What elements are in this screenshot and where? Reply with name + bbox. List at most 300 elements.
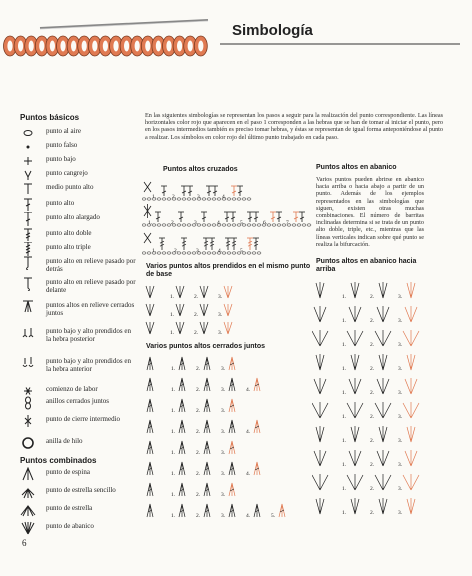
fan-stitch-group <box>316 282 324 298</box>
fan-stitch-group <box>405 306 417 322</box>
chain-base <box>162 224 166 226</box>
page-number: 6 <box>22 538 27 548</box>
star-stitch-icon <box>20 503 36 517</box>
closed-stitch-group <box>204 420 210 433</box>
crochet-hook-icon <box>40 20 208 28</box>
chain-base <box>222 224 226 226</box>
crossed-symbol <box>144 204 151 218</box>
basic-legend-row <box>20 277 136 294</box>
chain-link-hole <box>145 41 150 52</box>
step-number: 2. <box>196 366 201 372</box>
step-number: 2. <box>370 318 375 324</box>
chain-base <box>232 198 236 200</box>
fan-stitch-group <box>316 498 324 514</box>
closed-stitch-group <box>179 483 185 496</box>
chain-base <box>207 252 211 254</box>
basic-legend-row <box>20 256 136 273</box>
step-number: 1. <box>171 492 176 498</box>
base-stitch-group <box>146 322 154 334</box>
step-number: 1. <box>342 342 347 348</box>
chain-base <box>272 224 276 226</box>
combined-legend-row-label: punto de estrella sencillo <box>46 486 116 494</box>
combined-legend-row-1 <box>20 485 135 499</box>
fan-stitch-group <box>347 402 363 418</box>
chain-base <box>217 198 221 200</box>
basic-legend-label: puntos altos en relieve cerrados juntos <box>46 301 135 317</box>
fan-stitch-group <box>377 450 389 466</box>
fan-stitch-group <box>349 378 361 394</box>
chain-base <box>257 252 261 254</box>
step-number: 5. <box>240 248 245 254</box>
basic-legend-row <box>20 414 135 428</box>
relief-back-icon <box>20 256 36 270</box>
basic-legend-row <box>20 396 135 410</box>
combined-legend-row-3 <box>20 521 135 535</box>
fan-stitch-group <box>379 354 387 370</box>
chain-base <box>277 224 281 226</box>
step-number: 4. <box>246 513 251 519</box>
chain-base <box>232 252 236 254</box>
combined-legend-row-label: punto de estrella <box>46 504 93 512</box>
step-number: 3. <box>221 492 226 498</box>
fan-up-section-title: Puntos altos en abanico hacia arriba <box>316 258 417 273</box>
crossed-section-title: Puntos altos cruzados <box>163 166 238 173</box>
chain-link-hole <box>18 41 23 52</box>
step-number: 1. <box>148 220 153 226</box>
fan-stitch-group <box>312 402 328 418</box>
step-number: 3. <box>218 312 223 318</box>
dot-icon <box>20 140 36 154</box>
step-number: 1. <box>342 438 347 444</box>
intro-paragraph: En las siguientes simbologías se representan los pasos a seguir para la realización del punto correspondiente. Las líneas horizontales color rojo que aparecen en el paso 1 corresponden a las hebras que se han de tomar al iniciar el punto, pero en los pasos intermedios también es preciso tomar hebras, y éstas se representan de igual forma anteponiéndose al punto a realizar. Los símbolos en color rojo del último punto trabajado en cada paso. <box>145 112 443 141</box>
chain-base <box>267 224 271 226</box>
chain-base <box>242 198 246 200</box>
fan-stitch-group <box>351 426 359 442</box>
closed-stitch-group <box>204 504 210 517</box>
chain-base <box>202 198 206 200</box>
relief-cluster-icon <box>20 300 36 314</box>
closed-stitch-group <box>254 504 260 517</box>
chain-base <box>247 252 251 254</box>
chain-link-hole <box>82 41 87 52</box>
crossed-symbol <box>144 182 151 192</box>
spike-icon <box>20 467 36 481</box>
basic-legend-row <box>20 182 135 196</box>
closed-stitch-group <box>204 483 210 496</box>
combined-legend-row-2 <box>20 503 135 517</box>
closed-stitch-group <box>229 399 235 412</box>
step-number: 3. <box>398 438 403 444</box>
basic-legend-row <box>20 198 135 212</box>
step-number: 5. <box>271 513 276 519</box>
step-number: 3. <box>398 486 403 492</box>
chain-base <box>227 252 231 254</box>
basic-legend-label: anilla de hilo <box>46 437 83 445</box>
step-number: 3. <box>398 510 403 516</box>
step-number: 2. <box>370 294 375 300</box>
fan-stitch-group <box>379 282 387 298</box>
chain-base <box>162 198 166 200</box>
fan-icon <box>20 521 36 535</box>
step-number: 3. <box>194 220 199 226</box>
fan-stitch-group <box>312 330 328 346</box>
chain-base <box>182 252 186 254</box>
crossed-stitch-diagram <box>142 176 314 258</box>
basic-legend-row <box>20 242 135 256</box>
step-number: 1. <box>170 330 175 336</box>
chain-base <box>252 224 256 226</box>
combined-legend-row-label: punto de abanico <box>46 522 94 530</box>
chain-link-hole <box>188 41 193 52</box>
chain-base <box>227 224 231 226</box>
chain-base <box>162 252 166 254</box>
basic-legend-label: punto bajo <box>46 155 76 163</box>
chain-base <box>207 198 211 200</box>
step-number: 3. <box>221 387 226 393</box>
chain-base <box>247 224 251 226</box>
fan-stitch-group <box>405 378 417 394</box>
step-number: 4. <box>217 220 222 226</box>
closed-stitch-group <box>147 441 153 454</box>
step-number: 1. <box>171 387 176 393</box>
step-number: 3. <box>218 330 223 336</box>
chain-base <box>212 252 216 254</box>
closed-stitch-group <box>147 378 153 391</box>
combined-stitches-title: Puntos combinados <box>20 456 97 465</box>
chain-base <box>232 224 236 226</box>
chain-link-hole <box>29 41 34 52</box>
closed-stitch-group <box>229 420 235 433</box>
step-number: 6. <box>263 220 268 226</box>
closed-stitch-group <box>147 420 153 433</box>
fan-stitch-group <box>405 450 417 466</box>
chain-link-hole <box>60 41 65 52</box>
base-section-title: Varios puntos altos prendidos en el mismo punto de base <box>146 263 311 278</box>
step-number: 2. <box>370 510 375 516</box>
closed-stitch-group <box>179 399 185 412</box>
closed-stitch-group <box>147 399 153 412</box>
step-number: 1. <box>171 366 176 372</box>
basic-legend-row <box>20 356 135 373</box>
basic-legend-label: punto cangrejo <box>46 169 88 177</box>
step-number: 2. <box>174 248 179 254</box>
chain-link-hole <box>71 41 76 52</box>
step-number: 1. <box>342 486 347 492</box>
chain-base <box>202 252 206 254</box>
fan-stitch-group <box>314 306 326 322</box>
step-number: 2. <box>370 462 375 468</box>
fan-stitch-group <box>351 354 359 370</box>
closed-stitch-group <box>229 357 235 370</box>
relief-front-icon <box>20 277 36 291</box>
step-number: 2. <box>370 342 375 348</box>
chain-link-hole <box>135 41 140 52</box>
fan-stitch-group <box>351 498 359 514</box>
step-number: 1. <box>171 450 176 456</box>
step-number: 1. <box>342 366 347 372</box>
base-stitch-group <box>176 286 184 298</box>
step-number: 1. <box>171 513 176 519</box>
basic-legend-label: punto alto alargado <box>46 213 100 221</box>
base-stitch-diagram <box>142 282 314 340</box>
base-stitch-group <box>200 286 208 298</box>
step-number: 3. <box>196 248 201 254</box>
basic-legend-label: punto bajo y alto prendidos en la hebra posterior <box>46 327 131 343</box>
base-stitch-group <box>176 304 184 316</box>
step-number: 2. <box>194 312 199 318</box>
step-number: 2. <box>196 492 201 498</box>
step-number: 2. <box>172 194 177 200</box>
step-number: 3. <box>398 318 403 324</box>
fan-stitch-group <box>375 402 391 418</box>
double-crochet-icon <box>20 198 36 212</box>
chain-base <box>187 224 191 226</box>
chain-base <box>142 198 146 200</box>
chain-base <box>187 198 191 200</box>
chain-base <box>187 252 191 254</box>
chain-base <box>292 224 296 226</box>
step-number: 2. <box>196 513 201 519</box>
basic-legend-label: punto alto <box>46 199 75 207</box>
closed-stitch-group <box>179 462 185 475</box>
step-number: 1. <box>342 390 347 396</box>
slip-stitch-icon <box>20 414 36 428</box>
step-number: 4. <box>246 429 251 435</box>
fan-stitch-group <box>407 426 415 442</box>
closed-stitch-group <box>147 462 153 475</box>
step-number: 1. <box>171 471 176 477</box>
basic-legend-row <box>20 154 135 168</box>
step-number: 3. <box>398 294 403 300</box>
closed-stitch-group <box>279 504 285 517</box>
step-number: 2. <box>196 429 201 435</box>
fan-stitch-group <box>316 426 324 442</box>
chain-base <box>177 198 181 200</box>
chain-base <box>152 224 156 226</box>
step-number: 3. <box>398 390 403 396</box>
closed-stitch-group <box>179 504 185 517</box>
basic-legend-label: punto alto doble <box>46 229 92 237</box>
closed-rings-icon <box>20 396 36 410</box>
step-number: 7. <box>286 220 291 226</box>
chain-base <box>227 198 231 200</box>
closed-section-title: Varios puntos altos cerrados juntos <box>146 343 266 350</box>
closed-stitch-group <box>229 462 235 475</box>
basic-legend-label: comienzo de labor <box>46 385 98 393</box>
chain-base <box>302 224 306 226</box>
step-number: 1. <box>170 294 175 300</box>
closed-stitch-group <box>204 378 210 391</box>
step-number: 4. <box>246 471 251 477</box>
closed-stitch-group <box>147 483 153 496</box>
closed-stitch-group <box>147 504 153 517</box>
basic-legend-row <box>20 228 135 242</box>
step-number: 3. <box>197 194 202 200</box>
chain-base <box>252 252 256 254</box>
closed-stitch-group <box>179 420 185 433</box>
basic-legend-row <box>20 326 135 343</box>
step-number: 3. <box>221 471 226 477</box>
step-number: 4. <box>218 248 223 254</box>
step-number: 3. <box>398 462 403 468</box>
fan-stitch-group <box>375 330 391 346</box>
step-number: 2. <box>196 387 201 393</box>
chain-link-hole <box>92 41 97 52</box>
step-number: 2. <box>370 390 375 396</box>
long-double-crochet-icon <box>20 212 36 226</box>
fan-stitch-group <box>377 378 389 394</box>
fork-icon <box>20 168 36 182</box>
step-number: 3. <box>221 450 226 456</box>
basic-legend-label: punto de cierre intermedio <box>46 415 121 423</box>
chain-base <box>212 224 216 226</box>
fan-stitch-group <box>347 474 363 490</box>
chain-link-hole <box>198 41 203 52</box>
closed-stitch-group <box>254 462 260 475</box>
plus-icon <box>20 154 36 168</box>
oval-chain-icon <box>20 126 36 140</box>
closed-stitch-group <box>229 378 235 391</box>
step-number: 2. <box>171 220 176 226</box>
basic-legend-row <box>20 436 135 450</box>
closed-stitch-group <box>179 378 185 391</box>
chain-base <box>212 198 216 200</box>
fan-stitch-group <box>407 282 415 298</box>
chain-link-hole <box>7 41 12 52</box>
chain-link-hole <box>113 41 118 52</box>
fan-up-stitch-diagram <box>312 278 432 528</box>
chain-base <box>157 198 161 200</box>
basic-legend-label: punto alto en relieve pasado por detrás <box>46 257 136 273</box>
chain-base <box>167 198 171 200</box>
fan-stitch-group <box>347 330 363 346</box>
ring-icon <box>20 436 36 450</box>
step-number: 1. <box>152 248 157 254</box>
step-number: 1. <box>342 510 347 516</box>
chain-base <box>192 198 196 200</box>
basic-legend-label: anillos cerrados juntos <box>46 397 109 405</box>
fan-stitch-group <box>407 498 415 514</box>
chain-link-hole <box>103 41 108 52</box>
step-number: 1. <box>152 194 157 200</box>
closed-stitch-group <box>204 357 210 370</box>
basic-legend-label: punto alto en relieve pasado por delante <box>46 278 136 294</box>
back-loop-icon <box>20 326 36 340</box>
fan-stitch-group <box>375 474 391 490</box>
chain-base <box>237 198 241 200</box>
chain-base <box>167 252 171 254</box>
base-stitch-group <box>224 286 232 298</box>
fan-stitch-group <box>407 354 415 370</box>
chain-base <box>147 198 151 200</box>
fan-stitch-group <box>403 330 419 346</box>
basic-legend-label: punto alto triple <box>46 243 91 251</box>
fan-stitch-group <box>349 450 361 466</box>
fan-stitch-group <box>379 426 387 442</box>
fan-explanation: Varios puntos pueden abrirse en abanico hacia arriba o hacia abajo a partir de un punto. Además de los ejemplos representados en las simbologías que siguen, existen otras muchas combinaciones. El número de barritas inclinadas determina si se trata de un punto alto doble, triple, etc., mientras que las líneas verticales indican sobre qué punto se realiza la bifurcación. <box>316 176 424 248</box>
closed-stitch-group <box>254 378 260 391</box>
fan-stitch-group <box>349 306 361 322</box>
fan-stitch-group <box>351 282 359 298</box>
closed-stitch-group <box>204 462 210 475</box>
fan-section-title: Puntos altos en abanico <box>316 164 397 171</box>
crossed-symbol <box>144 233 151 243</box>
basic-legend-label: punto bajo y alto prendidos en la hebra anterior <box>46 357 131 373</box>
basic-legend-label: punto al aire <box>46 127 81 135</box>
closed-stitch-group <box>204 399 210 412</box>
step-number: 3. <box>221 408 226 414</box>
chain-base <box>182 224 186 226</box>
treble-crochet-icon <box>20 228 36 242</box>
closed-stitch-group <box>229 483 235 496</box>
step-number: 2. <box>194 294 199 300</box>
chain-link-hole <box>166 41 171 52</box>
chain-link-hole <box>50 41 55 52</box>
step-number: 1. <box>342 318 347 324</box>
step-number: 3. <box>221 429 226 435</box>
step-number: 5. <box>240 220 245 226</box>
base-stitch-group <box>146 286 154 298</box>
front-loop-icon <box>20 356 36 370</box>
closed-stitch-group <box>254 420 260 433</box>
closed-stitch-diagram <box>142 352 314 532</box>
step-number: 3. <box>218 294 223 300</box>
step-number: 1. <box>342 294 347 300</box>
chain-links <box>4 36 208 56</box>
fan-stitch-group <box>379 498 387 514</box>
step-number: 3. <box>221 366 226 372</box>
step-number: 4. <box>246 387 251 393</box>
step-number: 1. <box>342 462 347 468</box>
closed-stitch-group <box>229 504 235 517</box>
basic-legend-row <box>20 168 135 182</box>
page-title: Simbología <box>232 22 313 39</box>
chain-base <box>207 224 211 226</box>
chain-link-hole <box>39 41 44 52</box>
step-number: 4. <box>222 194 227 200</box>
chain-base <box>182 198 186 200</box>
fan-stitch-group <box>377 306 389 322</box>
step-number: 1. <box>342 414 347 420</box>
chain-base <box>307 224 311 226</box>
fan-stitch-group <box>314 450 326 466</box>
step-number: 2. <box>370 366 375 372</box>
step-number: 2. <box>370 486 375 492</box>
step-number: 2. <box>370 438 375 444</box>
chain-base <box>257 224 261 226</box>
step-number: 1. <box>171 429 176 435</box>
fan-stitch-group <box>403 474 419 490</box>
step-number: 2. <box>196 471 201 477</box>
base-stitch-group <box>200 304 208 316</box>
fan-stitch-group <box>316 354 324 370</box>
basic-legend-row <box>20 212 135 226</box>
chain-base <box>142 224 146 226</box>
closed-stitch-group <box>179 357 185 370</box>
chain-base <box>147 252 151 254</box>
basic-legend-row <box>20 140 135 154</box>
triple-crochet-icon <box>20 242 36 256</box>
step-number: 2. <box>196 450 201 456</box>
chain-base <box>157 224 161 226</box>
basic-legend-row <box>20 126 135 140</box>
fan-stitch-group <box>314 378 326 394</box>
base-stitch-group <box>200 322 208 334</box>
basic-stitches-title: Puntos básicos <box>20 113 80 122</box>
step-number: 3. <box>398 414 403 420</box>
step-number: 3. <box>221 513 226 519</box>
closed-stitch-group <box>147 357 153 370</box>
